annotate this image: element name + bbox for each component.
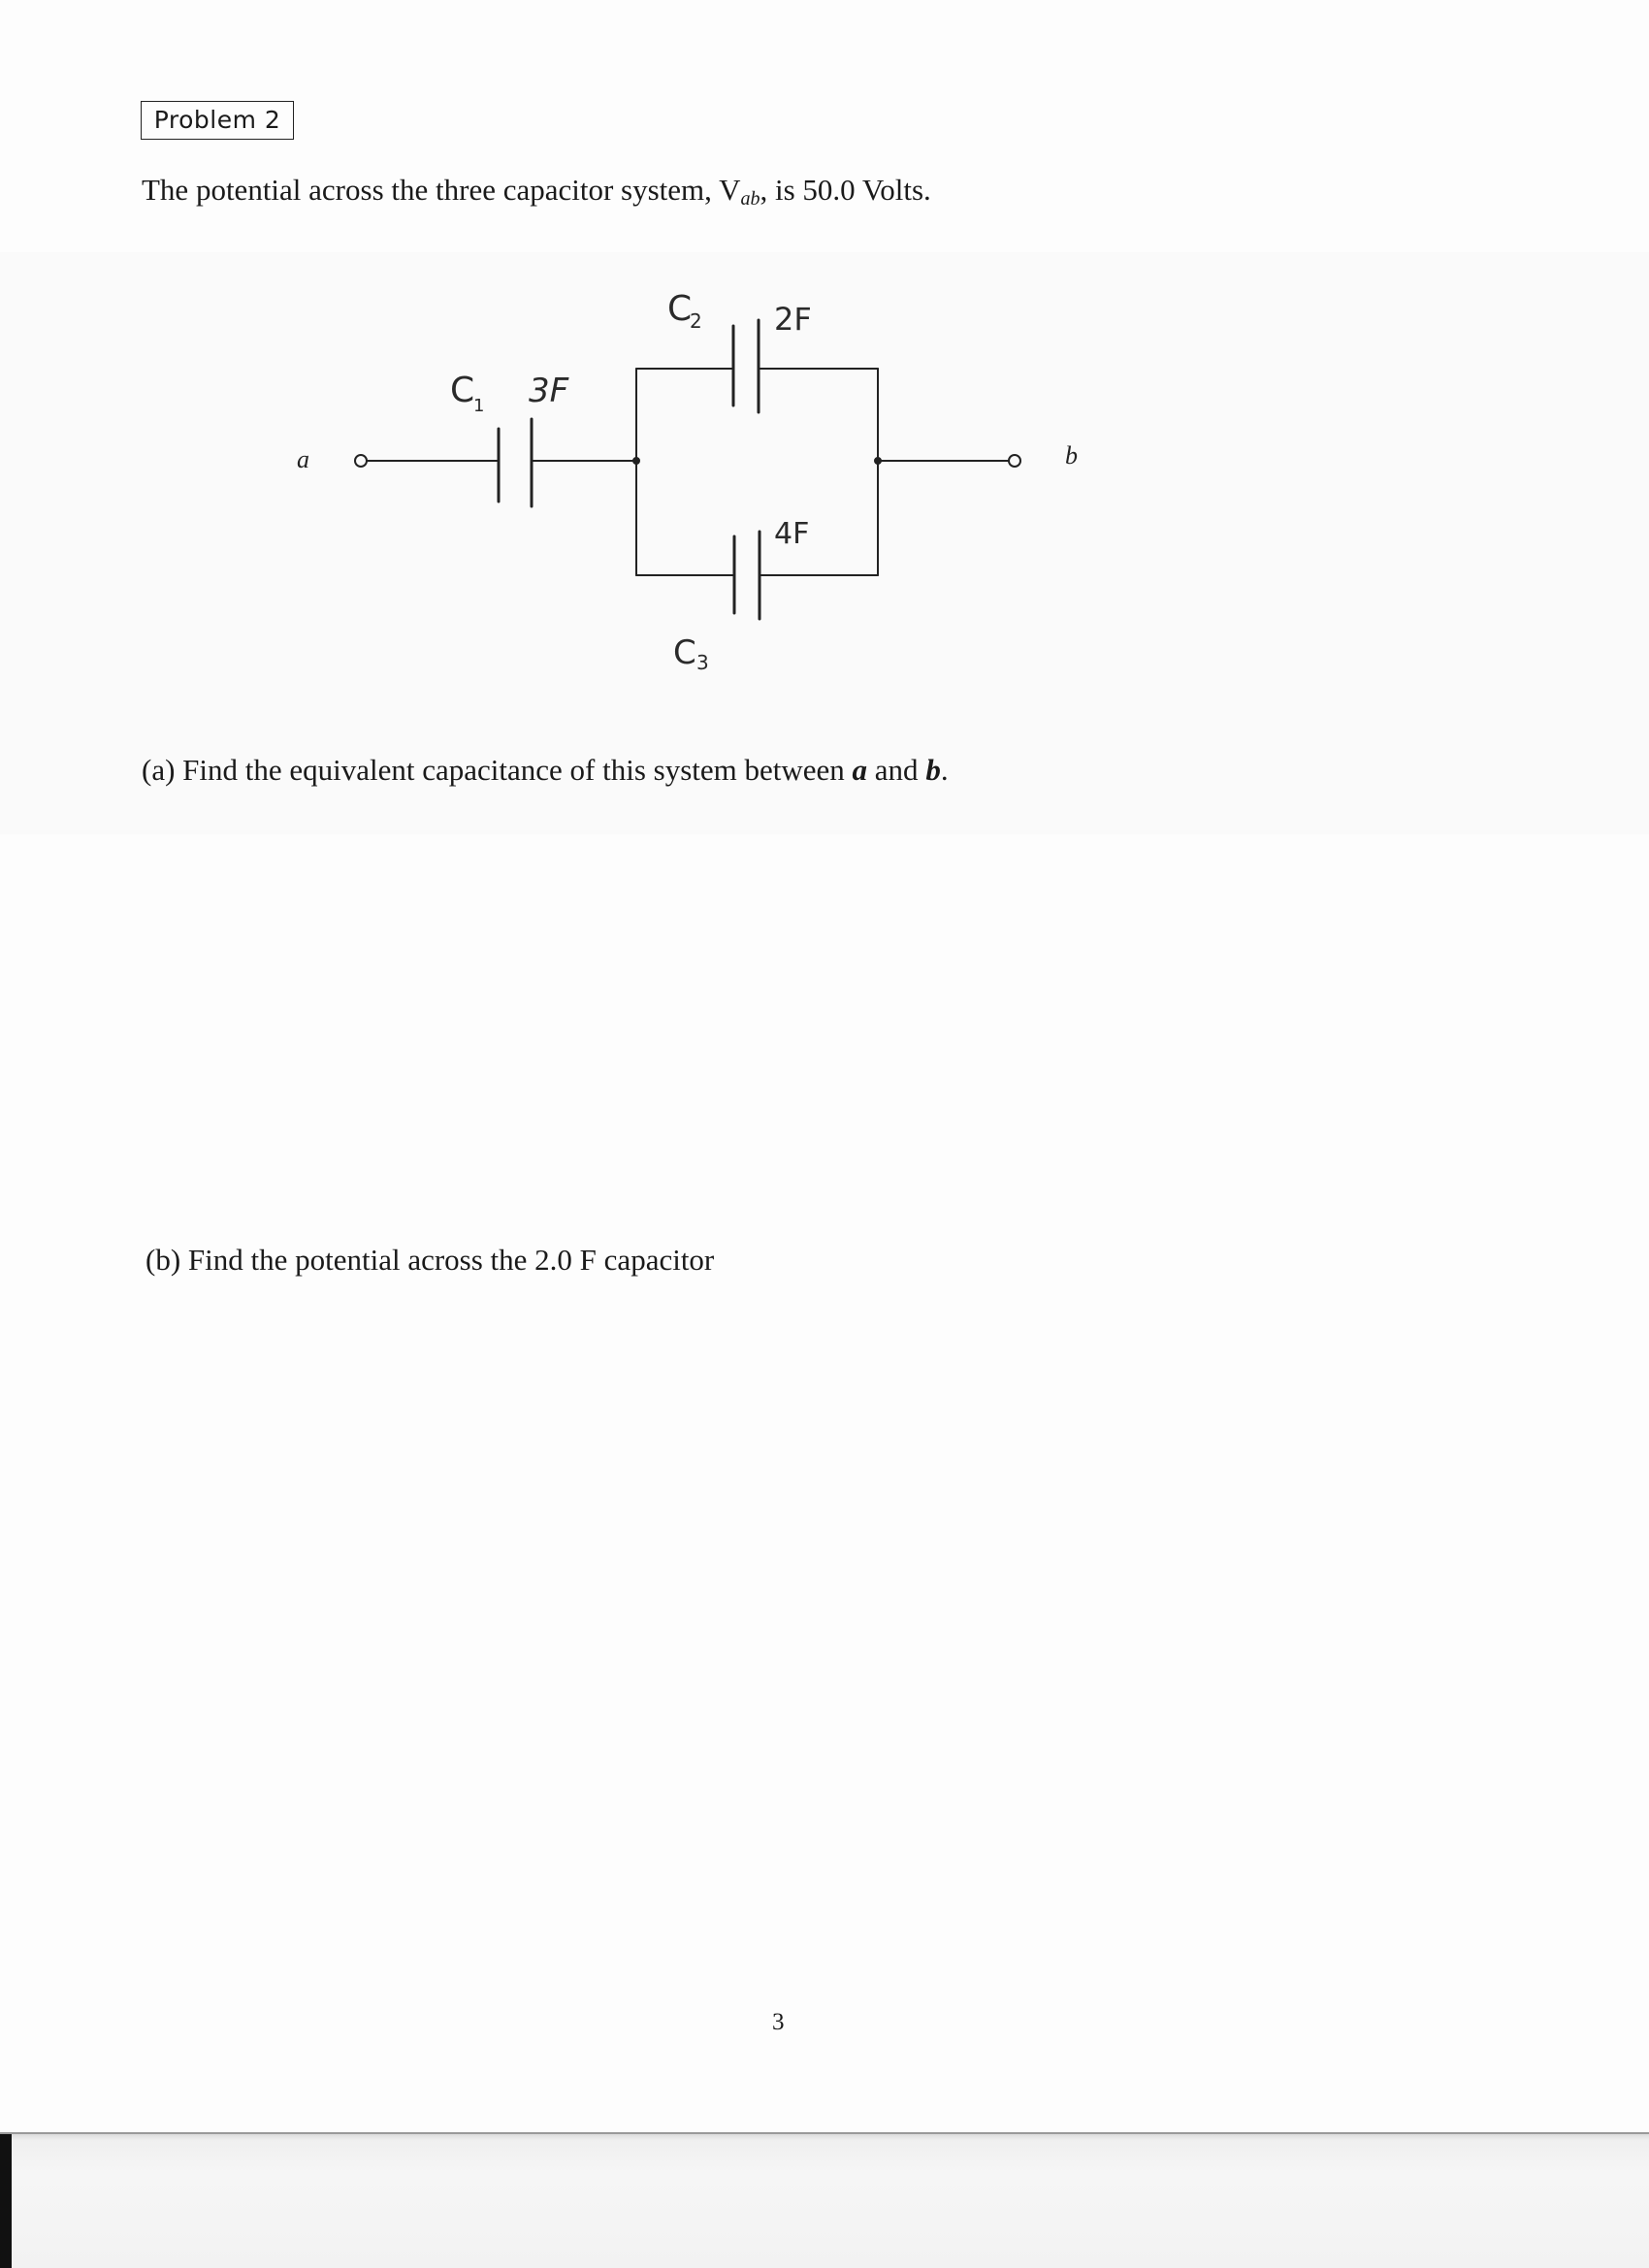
- c2-label: C: [667, 289, 693, 329]
- question-a-and: and: [867, 753, 926, 787]
- voltage-subscript: ab: [740, 188, 760, 210]
- statement-text-end: , is 50.0 Volts.: [760, 173, 931, 207]
- c1-label: C: [450, 371, 475, 410]
- terminal-b-label: b: [1065, 441, 1078, 470]
- c3-label: C: [673, 633, 696, 672]
- question-a-var-a: a: [852, 753, 868, 787]
- question-a-period: .: [940, 753, 949, 787]
- question-a-text: (a) Find the equivalent capacitance of this system between: [142, 753, 853, 787]
- c3-value: 4F: [774, 517, 810, 551]
- terminal-b-node: [1009, 455, 1020, 467]
- question-a: [142, 753, 949, 788]
- c1-index: 1: [473, 396, 485, 416]
- capacitor-circuit-diagram: [0, 0, 1649, 698]
- statement-text: The potential across the three capacitor system, V: [142, 173, 741, 207]
- problem-label: Problem 2: [141, 101, 294, 140]
- terminal-a-node: [355, 455, 367, 467]
- c2-index: 2: [690, 309, 702, 333]
- c3-index: 3: [696, 651, 709, 674]
- c2-value: 2F: [774, 301, 812, 338]
- question-a-var-b: b: [925, 753, 941, 787]
- terminal-a-label: a: [297, 445, 309, 473]
- page-bottom-edge: [0, 2132, 1649, 2268]
- page-edge-shadow: [0, 2134, 12, 2268]
- question-b: (b) Find the potential across the 2.0 F capacitor: [146, 1243, 715, 1277]
- c1-value: 3F: [529, 372, 569, 410]
- page-number: 3: [772, 2009, 785, 2035]
